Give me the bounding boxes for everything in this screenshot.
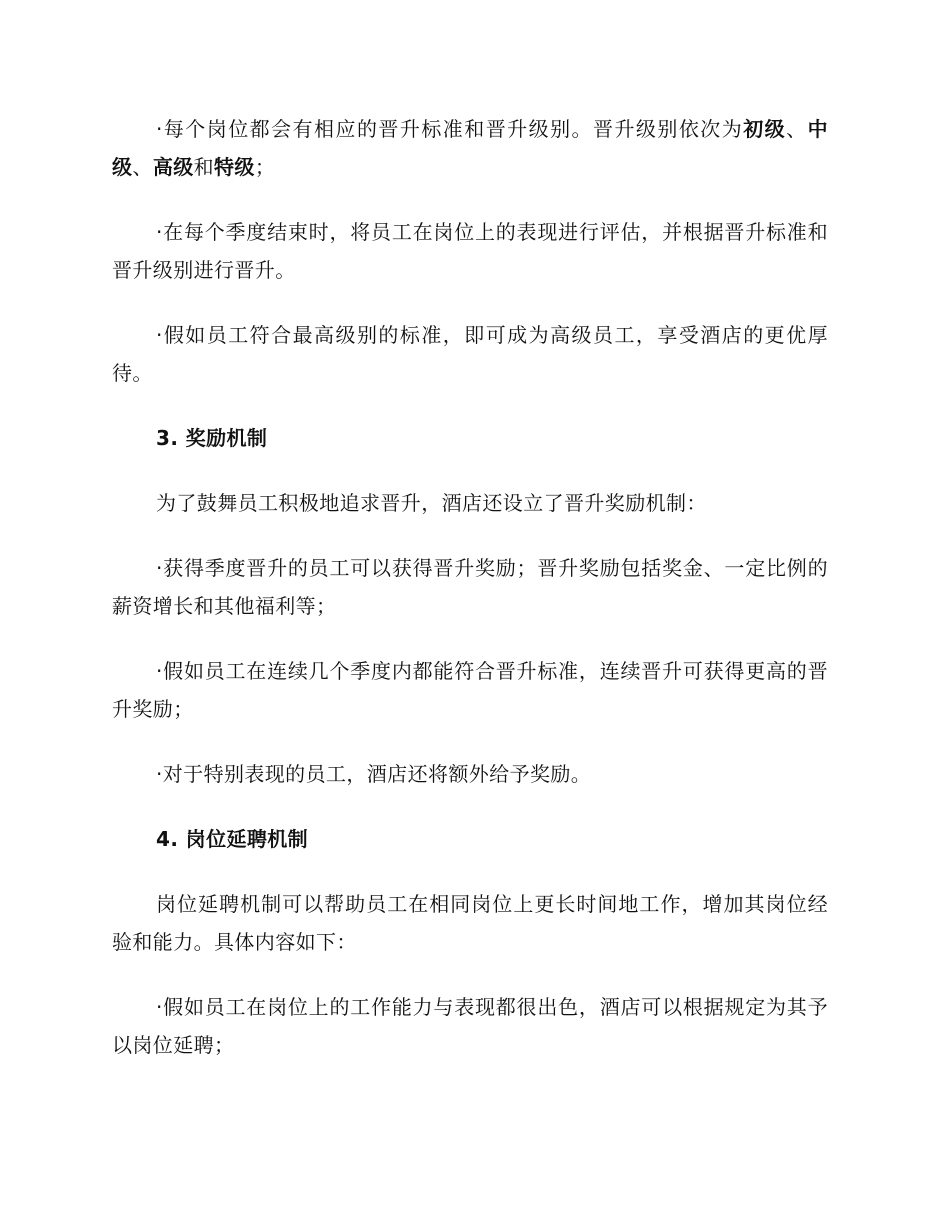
promotion-levels-intro: 每个岗位都会有相应的晋升标准和晋升级别。晋升级别依次为 [162, 117, 744, 141]
rewards-item-text: 假如员工在连续几个季度内都能符合晋升标准，连续晋升可获得更高的晋升奖励； [112, 659, 828, 721]
separator: 、 [132, 155, 153, 179]
rewards-intro-paragraph: 为了鼓舞员工积极地追求晋升，酒店还设立了晋升奖励机制： [156, 491, 707, 515]
level-senior: 高级 [152, 155, 194, 179]
separator: 和 [193, 155, 215, 179]
level-junior: 初级 [743, 117, 787, 141]
rewards-item-2 [112, 652, 828, 728]
rewards-item-text: 获得季度晋升的员工可以获得晋升奖励；晋升奖励包括奖金、一定比例的薪资增长和其他福利等； [112, 556, 828, 618]
bullet: · [156, 556, 163, 580]
extension-item-1 [112, 988, 828, 1064]
level-intermediate: 中级 [112, 117, 828, 179]
extension-intro-paragraph: 岗位延聘机制可以帮助员工在相同岗位上更长时间地工作，增加其岗位经验和能力。具体内容如下： [112, 892, 828, 954]
rewards-item-1 [112, 549, 828, 625]
section-heading-extension: 4. 岗位延聘机制 [156, 827, 309, 851]
separator: 、 [786, 117, 808, 141]
document-body [112, 110, 828, 1091]
terminator: ； [254, 155, 276, 179]
top-level-text: 假如员工符合最高级别的标准，即可成为高级员工，享受酒店的更优厚待。 [112, 323, 828, 385]
bullet: · [156, 323, 163, 347]
bullet: · [156, 995, 163, 1019]
section-heading-rewards: 3. 奖励机制 [156, 426, 268, 450]
quarterly-review-paragraph [112, 213, 828, 289]
rewards-item-text: 对于特别表现的员工，酒店还将额外给予奖励。 [162, 762, 592, 786]
promotion-levels-paragraph [112, 110, 828, 186]
bullet: · [156, 220, 163, 244]
quarterly-review-text: 在每个季度结束时，将员工在岗位上的表现进行评估，并根据晋升标准和晋升级别进行晋升。 [112, 220, 828, 282]
bullet: · [156, 762, 163, 786]
extension-item-text: 假如员工在岗位上的工作能力与表现都很出色，酒店可以根据规定为其予以岗位延聘； [112, 995, 828, 1057]
bullet: · [156, 117, 163, 141]
rewards-item-3 [112, 755, 828, 793]
top-level-paragraph [112, 316, 828, 392]
bullet: · [156, 659, 163, 683]
level-special: 特级 [214, 155, 255, 179]
